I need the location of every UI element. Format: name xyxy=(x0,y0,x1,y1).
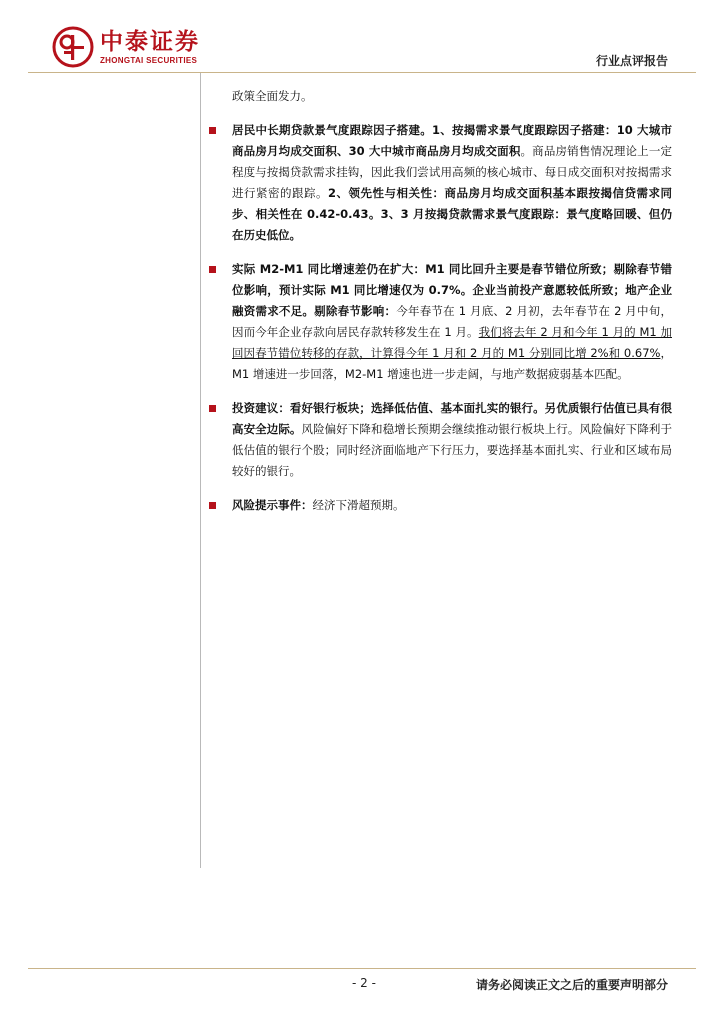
bold-text: 2、领先性与相关性：商品房月均成交面积基本跟按揭信贷需求同步、相关性在 0.42-0.43。3、3 月按揭贷款需求景气度跟踪：景气度略回暖、但仍在历史低位。 xyxy=(232,186,672,242)
report-type-label: 行业点评报告 xyxy=(595,54,668,68)
paragraph-continuation xyxy=(232,86,672,107)
continuation-text: 政策全面发力。 xyxy=(232,89,313,103)
report-body xyxy=(232,86,672,529)
paragraph-m2-m1-gap xyxy=(232,259,672,385)
body-text: 经济下滑超预期。 xyxy=(312,498,405,512)
bullet-icon xyxy=(209,405,216,412)
zhongtai-logo-icon xyxy=(52,26,94,68)
footer-divider xyxy=(28,968,696,969)
body-text: 。商品房销售情况理论上一定程度与按揭贷款需求挂钩，因此我们尝试用高频的核心城市、每日成交面积对按揭需求进行紧密的跟踪。 xyxy=(232,144,672,200)
page-number: - 2 - xyxy=(352,976,376,990)
paragraph-mortgage-tracking xyxy=(232,120,672,246)
paragraph-risk-warning xyxy=(232,495,672,516)
bullet-icon xyxy=(209,127,216,134)
company-logo xyxy=(52,26,200,68)
paragraph-investment-advice xyxy=(232,398,672,482)
underlined-text: 我们将去年 2 月和今年 1 月的 M1 加回因春节错位转移的存款，计算得今年 1 月和 2 月的 M1 分别同比增 2%和 0.67% xyxy=(232,325,672,360)
header-divider xyxy=(28,72,696,73)
logo-chinese-name: 中泰证券 xyxy=(100,29,200,55)
bold-text: 风险提示事件： xyxy=(232,498,313,512)
bold-text: 实际 M2-M1 同比增速差仍在扩大：M1 同比回升主要是春节错位所致；剔除春节错位影响，预计实际 M1 同比增速仅为 0.7%。企业当前投产意愿较低所致；地产企业融资需求不足。剔除春节影响： xyxy=(232,262,672,318)
body-text: 今年春节在 1 月底、2 月初，去年春节在 2 月中旬，因而今年企业存款向居民存款转移发生在 1 月。 xyxy=(232,304,672,339)
body-text: ，M1 增速进一步回落，M2-M1 增速也进一步走阔，与地产数据疲弱基本匹配。 xyxy=(232,346,673,381)
bold-text: 投资建议：看好银行板块；选择低估值、基本面扎实的银行。另优质银行估值已具有很高安全边际。 xyxy=(232,401,672,436)
left-margin-rule xyxy=(200,73,201,868)
bold-text: 居民中长期贷款景气度跟踪因子搭建。1、按揭需求景气度跟踪因子搭建：10 大城市商品房月均成交面积、30 大中城市商品房月均成交面积 xyxy=(232,123,672,158)
disclaimer-note: 请务必阅读正文之后的重要声明部分 xyxy=(475,978,668,992)
body-text: 风险偏好下降和稳增长预期会继续推动银行板块上行。风险偏好下降利于低估值的银行个股；同时经济面临地产下行压力，要选择基本面扎实、行业和区域布局较好的银行。 xyxy=(232,422,673,478)
bullet-icon xyxy=(209,266,216,273)
bullet-icon xyxy=(209,502,216,509)
logo-english-name: ZHONGTAI SECURITIES xyxy=(100,56,198,65)
